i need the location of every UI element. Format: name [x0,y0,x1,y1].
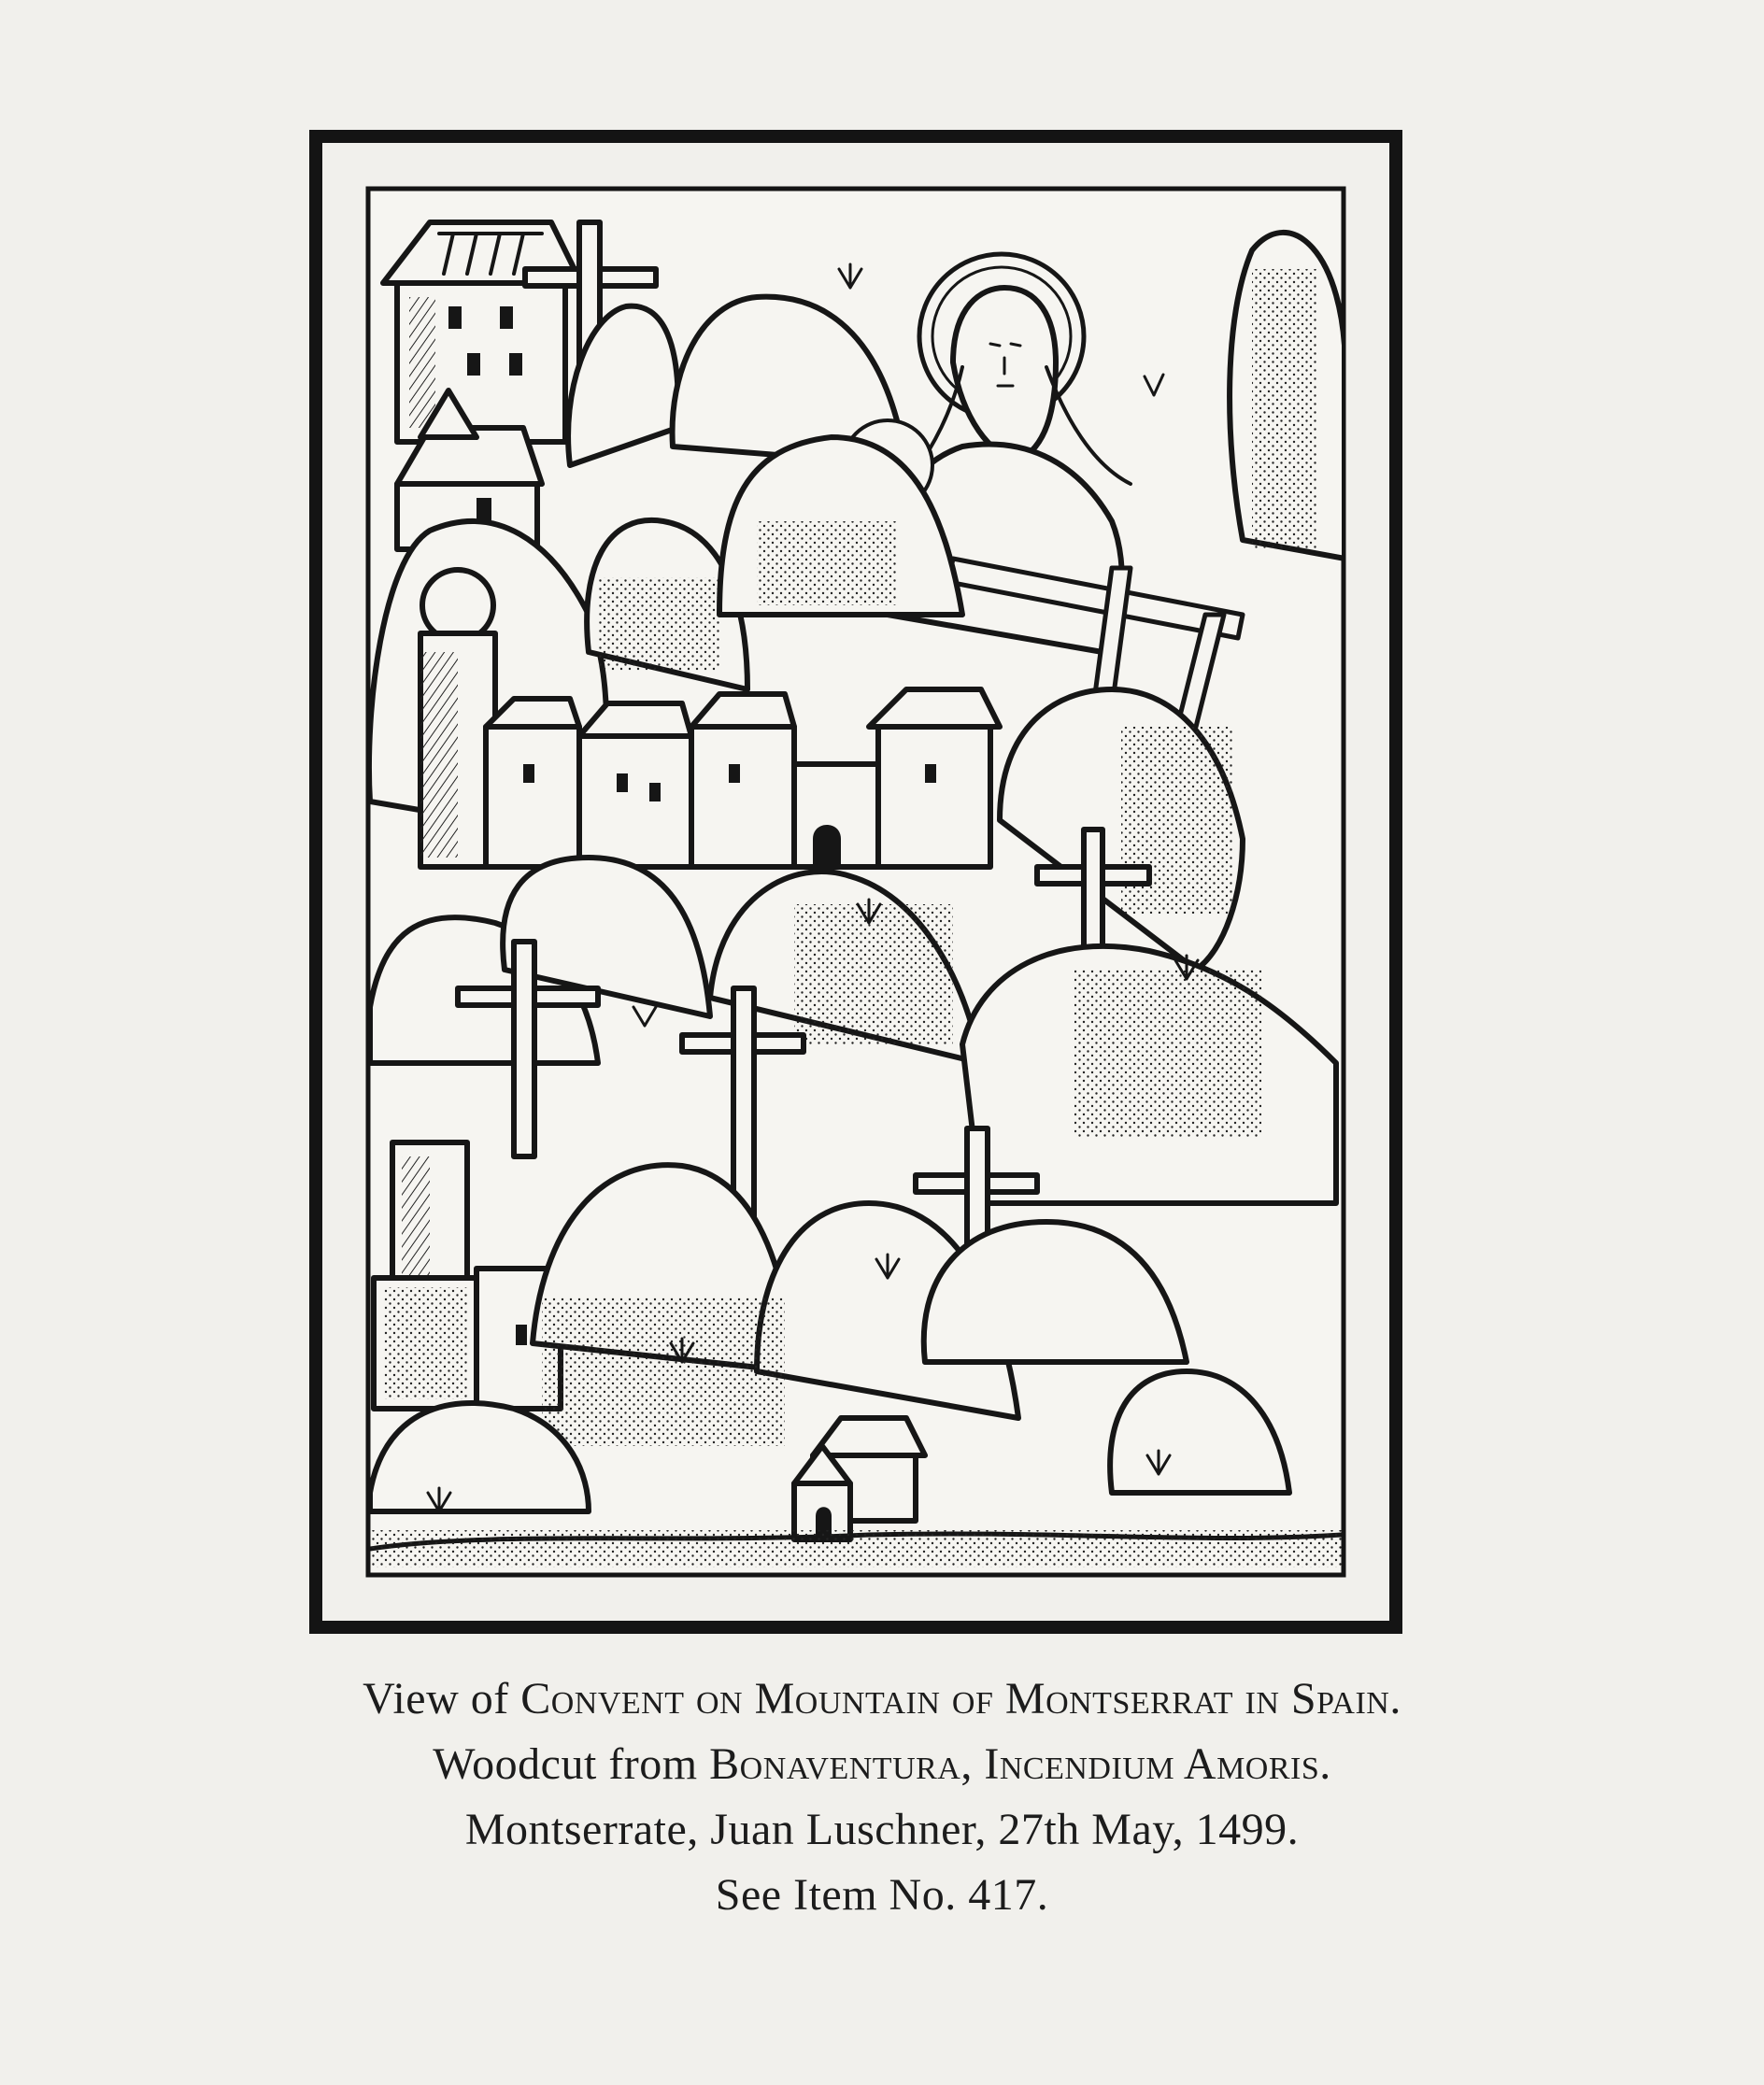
woodcut-illustration [308,129,1403,1635]
caption [112,1667,1652,1928]
caption-line-2: Woodcut from Bonaventura, Incendium Amoris. [433,1739,1331,1789]
top-building [383,222,581,442]
caption-line-4: See Item No. 417. [715,1870,1049,1920]
caption-line-3: Montserrate, Juan Luschner, 27th May, 1499. [464,1805,1300,1854]
caption-line-1: View of Convent on Mountain of Montserrat in Spain. [363,1674,1401,1723]
